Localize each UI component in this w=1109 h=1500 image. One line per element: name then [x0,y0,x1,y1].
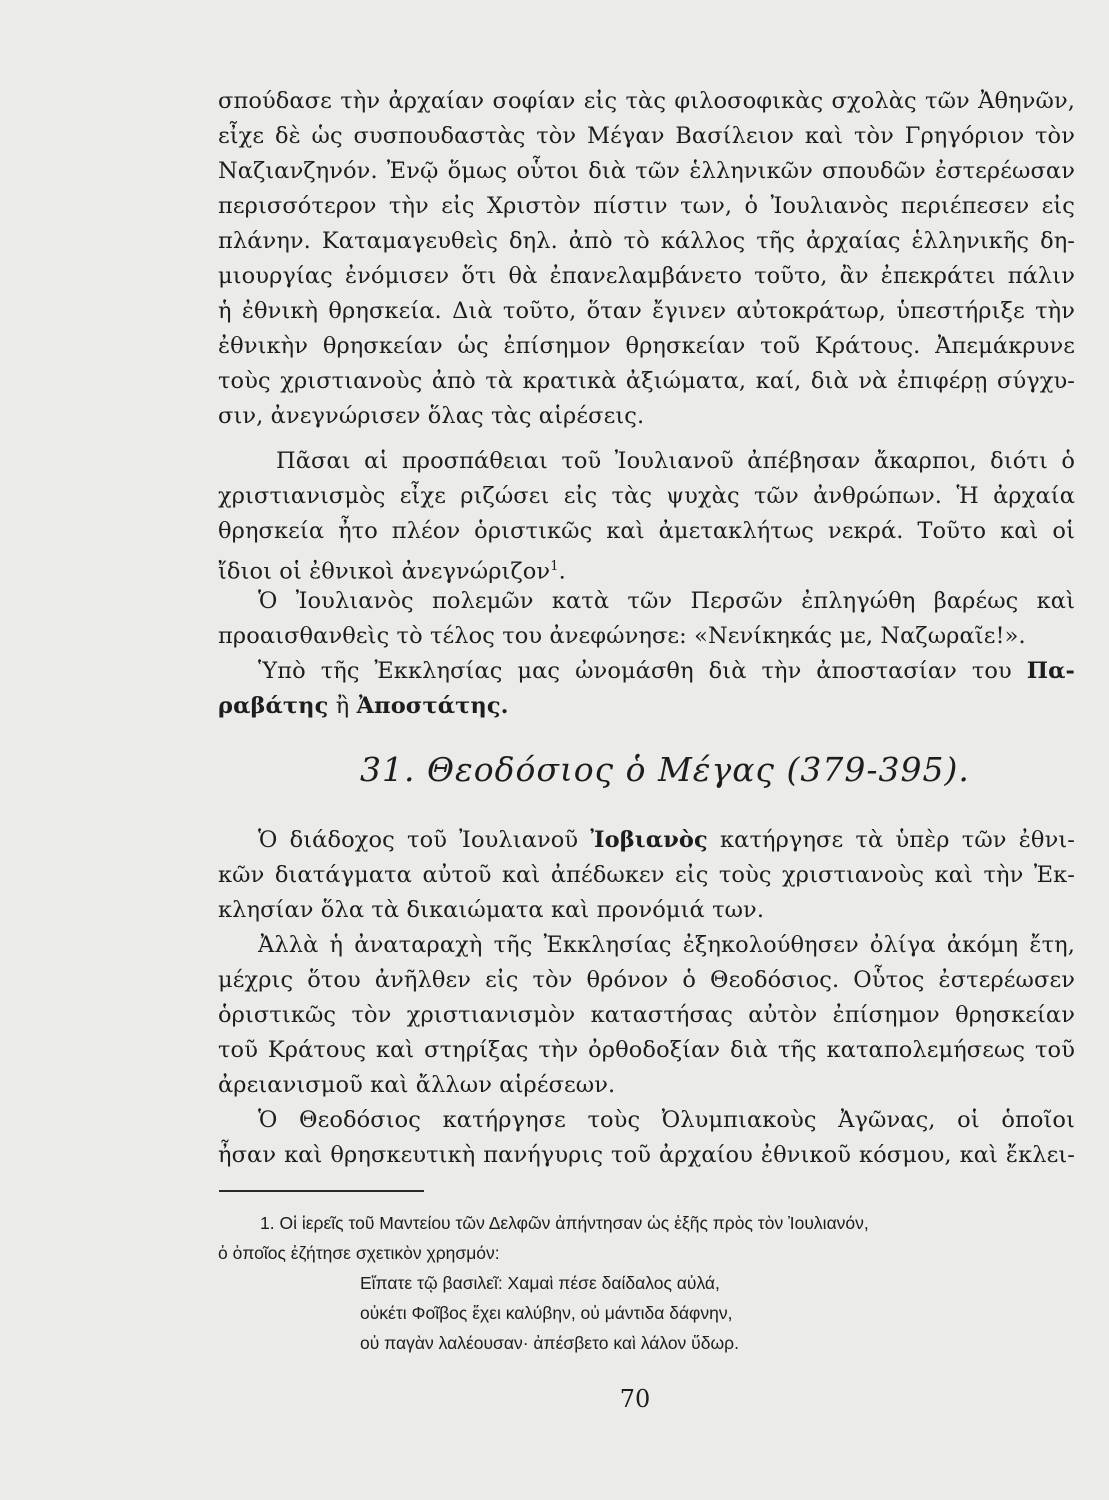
text-line: πλάνην. Καταμαγευθεὶς δηλ. ἀπὸ τὸ κάλλος τῆς ἀρχαίας ἑλληνικῆς δη- [218,228,1075,254]
footnote-divider [219,1190,424,1192]
text-line: ἀρειανισμοῦ καὶ ἄλλων αἱρέσεων. [218,1072,616,1098]
text-line: Ἀλλὰ ἡ ἀναταραχὴ τῆς Ἐκκλησίας ἐξηκολούθησεν ὀλίγα ἀκόμη ἔτη, [258,932,1075,958]
paragraph-4 [218,654,1075,724]
text-fragment: Ὑπὸ τῆς Ἐκκλησίας μας ὠνομάσθη διὰ τὴν ἀποστασίαν του [258,658,1012,684]
text-line: θρησκεία ἦτο πλέον ὁριστικῶς καὶ ἀμετακλήτως νεκρά. Τοῦτο καὶ οἱ [218,518,1075,544]
paragraph-6 [218,928,1075,1103]
footnote-verse: οὐ παγὰν λαλέουσαν· ἀπέσβετο καὶ λάλον ὕδωρ. [360,1333,739,1353]
paragraph-1 [218,84,1075,434]
text-line: ἦσαν καὶ θρησκευτικὴ πανήγυρις τοῦ ἀρχαίου ἐθνικοῦ κόσμου, καὶ ἔκλει- [218,1142,1075,1168]
bold-term: Ἀποστάτης. [356,693,509,719]
footnote-line: 1. Οἱ ἱερεῖς τοῦ Μαντείου τῶν Δελφῶν ἀπήντησαν ὡς ἑξῆς πρὸς τὸν Ἰουλιανόν, [260,1213,869,1233]
text-line: ἴδιοι οἱ ἐθνικοὶ ἀνεγνώριζον$^1$. [218,558,566,585]
text-line: μέχρις ὅτου ἀνῆλθεν εἰς τὸν θρόνον ὁ Θεοδόσιος. Οὗτος ἐστερέωσεν [218,967,1075,993]
text-line: ὁριστικῶς τὸν χριστιανισμὸν καταστήσας αὐτὸν ἐπίσημον θρησκείαν [218,1002,1075,1028]
text-line [218,823,1075,858]
footnote-line: ὁ ὁποῖος ἐζήτησε σχετικὸν χρησμόν: [218,1243,500,1263]
text-line: μιουργίας ἐνόμισεν ὅτι θὰ ἐπανελαμβάνετο τοῦτο, ἂν ἐπεκράτει πάλιν [218,263,1075,289]
page-number: 70 [619,1385,651,1413]
footnote [218,1208,1075,1358]
paragraph-7 [218,1103,1075,1173]
text-line: σπούδασε τὴν ἀρχαίαν σοφίαν εἰς τὰς φιλοσοφικὰς σχολὰς τῶν Ἀθηνῶν, [218,88,1075,114]
text-line: ἡ ἐθνικὴ θρησκεία. Διὰ τοῦτο, ὅταν ἔγινεν αὐτοκράτωρ, ὑπεστήριξε τὴν [218,298,1075,324]
paragraph-2 [218,444,1075,590]
text-line [218,689,1075,724]
paragraph-5 [218,823,1075,928]
text-fragment: ἴδιοι οἱ ἐθνικοὶ ἀνεγνώριζον [218,558,551,585]
text-line: Ναζιανζηνόν. Ἐνῷ ὅμως οὗτοι διὰ τῶν ἑλληνικῶν σπουδῶν ἐστερέωσαν [218,158,1075,184]
text-line: σιν, ἀνεγνώρισεν ὅλας τὰς αἱρέσεις. [218,403,645,429]
text-fragment: κατήργησε τὰ ὑπὲρ τῶν ἐθνι- [720,827,1075,853]
text-line: κῶν διατάγματα αὐτοῦ καὶ ἀπέδωκεν εἰς τοὺς χριστιανοὺς καὶ τὴν Ἐκ- [218,862,1075,888]
footnote-verse: οὐκέτι Φοῖβος ἔχει καλύβην, οὐ μάντιδα δάφνην, [360,1303,733,1323]
section-heading: 31. Θεοδόσιος ὁ Μέγας (379-395). [360,750,970,789]
text-line: ἐθνικὴν θρησκείαν ὡς ἐπίσημον θρησκείαν τοῦ Κράτους. Ἀπεμάκρυνε [218,333,1075,359]
text-line: περισσότερον τὴν εἰς Χριστὸν πίστιν των, ὁ Ἰουλιανὸς περιέπεσεν εἰς [218,193,1075,219]
text-line: Ὁ Θεοδόσιος κατήργησε τοὺς Ὀλυμπιακοὺς Ἀγῶνας, οἱ ὁποῖοι [258,1107,1075,1133]
text-line: χριστιανισμὸς εἶχε ριζώσει εἰς τὰς ψυχὰς τῶν ἀνθρώπων. Ἡ ἀρχαία [218,483,1075,509]
bold-term: Πα- [1026,658,1075,684]
text-fragment: ἢ [335,693,350,719]
bold-term: Ἰοβιανὸς [590,827,708,853]
text-line: εἶχε δὲ ὡς συσπουδαστὰς τὸν Μέγαν Βασίλειον καὶ τὸν Γρηγόριον τὸν [218,123,1075,149]
text-line: κλησίαν ὅλα τὰ δικαιώματα καὶ προνόμιά των. [218,897,765,923]
paragraph-3 [218,584,1075,654]
bold-term: ραβάτης [218,693,329,719]
text-line: Ὁ Ἰουλιανὸς πολεμῶν κατὰ τῶν Περσῶν ἐπληγώθη βαρέως καὶ [258,588,1075,614]
text-line [218,654,1075,689]
text-line: τοὺς χριστιανοὺς ἀπὸ τὰ κρατικὰ ἀξιώματα, καί, διὰ νὰ ἐπιφέρῃ σύγχυ- [218,368,1075,394]
text-line: τοῦ Κράτους καὶ στηρίξας τὴν ὀρθοδοξίαν διὰ τῆς καταπολεμήσεως τοῦ [218,1037,1075,1063]
footnote-verse: Εἴπατε τῷ βασιλεῖ: Χαμαὶ πέσε δαίδαλος αὐλά, [360,1273,720,1293]
text-line: προαισθανθεὶς τὸ τέλος του ἀνεφώνησε: «Νενίκηκάς με, Ναζωραῖε!». [218,623,1026,649]
text-fragment: Ὁ διάδοχος τοῦ Ἰουλιανοῦ [258,827,579,853]
footnote-reference: 1 [550,559,559,574]
text-line: Πᾶσαι αἱ προσπάθειαι τοῦ Ἰουλιανοῦ ἀπέβησαν ἄκαρποι, διότι ὁ [276,448,1075,474]
